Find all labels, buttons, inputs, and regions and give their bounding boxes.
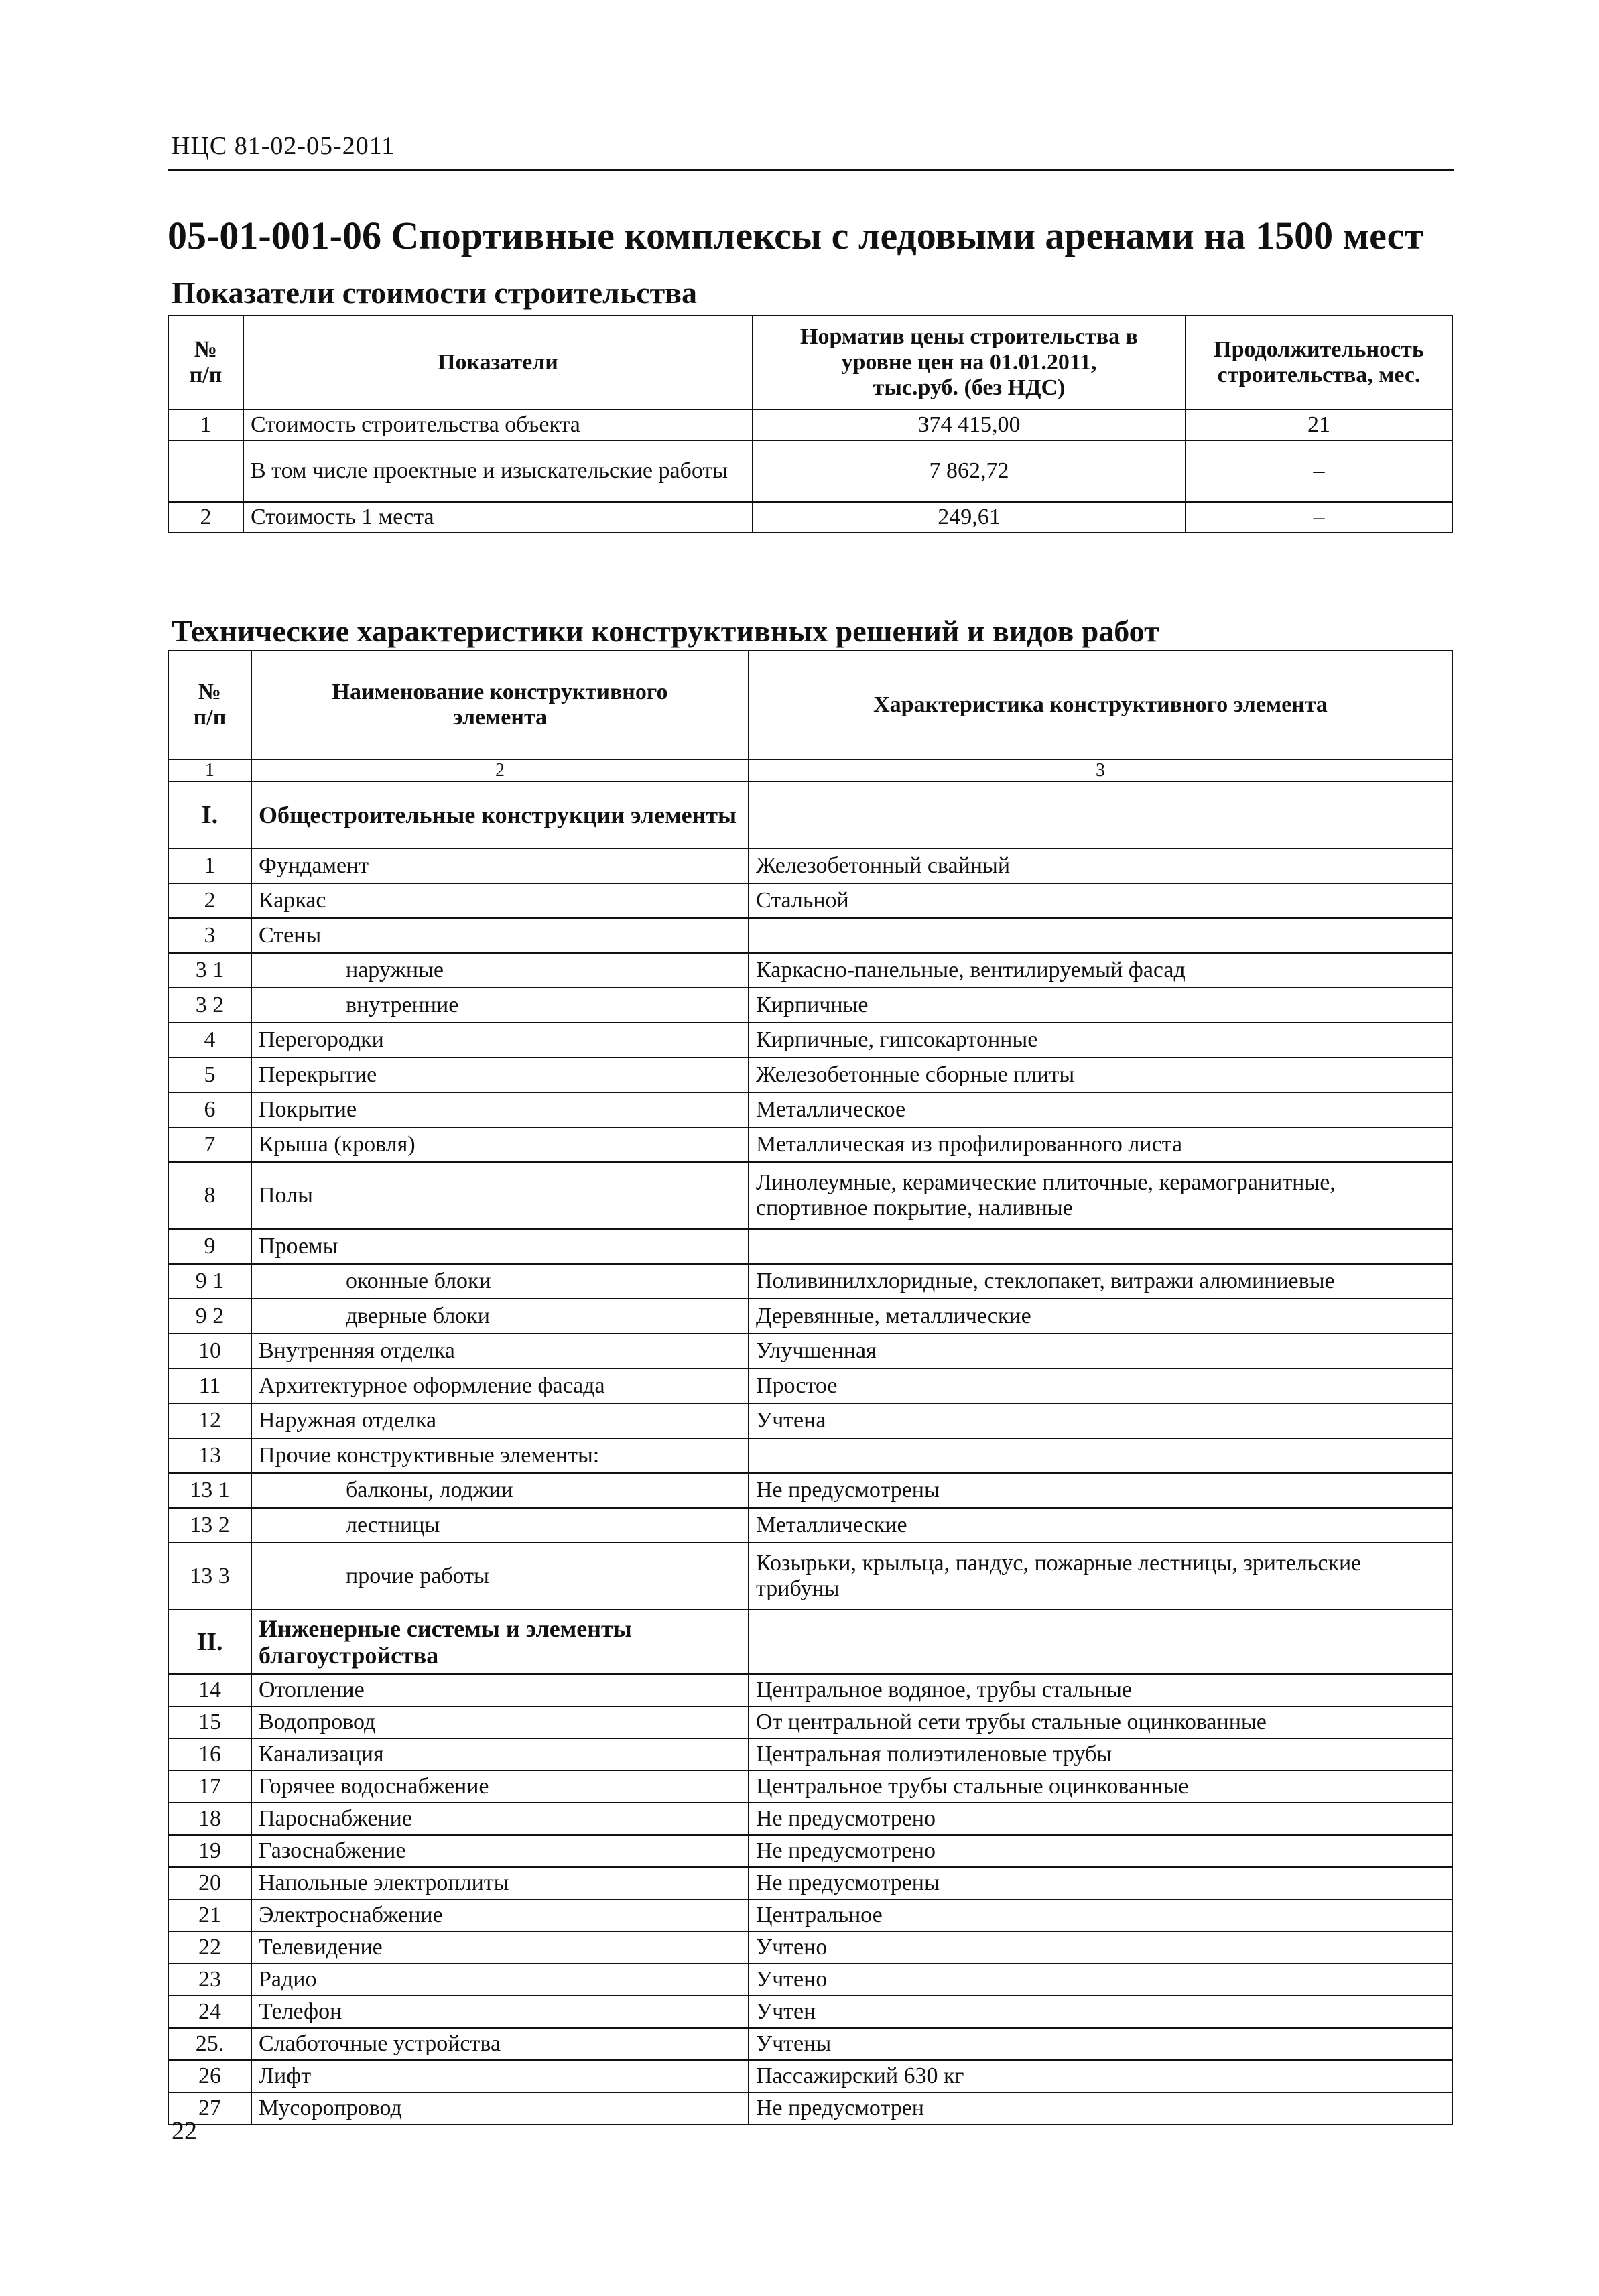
- cell-element-name: Фундамент: [251, 848, 749, 883]
- table-row: [168, 2092, 1452, 2124]
- cell-characteristic: Не предусмотрен: [749, 2092, 1452, 2124]
- cell-indicator: Стоимость строительства объекта: [243, 409, 753, 440]
- cell-element-name: Мусоропровод: [251, 2092, 749, 2124]
- cell-element-name: Полы: [251, 1162, 749, 1229]
- section-label: Общестроительные конструкции элементы: [251, 781, 749, 848]
- col-header-name: [251, 651, 749, 759]
- cell-num: 22: [168, 1931, 251, 1964]
- cell-num: 24: [168, 1996, 251, 2028]
- section-number: I.: [168, 781, 251, 848]
- table-row: [168, 1738, 1452, 1771]
- cell-num: 13 3: [168, 1543, 251, 1610]
- cell-element-name: Проемы: [251, 1229, 749, 1264]
- cell-num: 1: [168, 848, 251, 883]
- cell-num: 2: [168, 502, 243, 533]
- cell-element-name: Пароснабжение: [251, 1803, 749, 1835]
- cell-element-name: внутренние: [251, 988, 749, 1023]
- table-row: [168, 440, 1452, 502]
- tech-table-header: [168, 651, 1452, 759]
- cell-num: 16: [168, 1738, 251, 1771]
- cell-num: 6: [168, 1092, 251, 1127]
- cell-characteristic: Каркасно-панельные, вентилируемый фасад: [749, 953, 1452, 988]
- cell-characteristic: Учтено: [749, 1931, 1452, 1964]
- cell-element-name: Телевидение: [251, 1931, 749, 1964]
- table-row: [168, 1368, 1452, 1403]
- cell-num: 8: [168, 1162, 251, 1229]
- table-row: [168, 1508, 1452, 1543]
- cell-characteristic: Учтено: [749, 1964, 1452, 1996]
- table-row: [168, 2028, 1452, 2060]
- col-header-price-line2: уровне цен на 01.01.2011,: [841, 349, 1097, 375]
- table-row: [168, 1674, 1452, 1706]
- table-row: [168, 1706, 1452, 1738]
- table-row: [168, 1803, 1452, 1835]
- table-row: [168, 1473, 1452, 1508]
- cell-num: 17: [168, 1771, 251, 1803]
- column-number: 3: [749, 759, 1452, 781]
- table-row: [168, 1162, 1452, 1229]
- cell-element-name: прочие работы: [251, 1543, 749, 1610]
- col-header-characteristic: Характеристика конструктивного элемента: [749, 651, 1452, 759]
- cell-num: 10: [168, 1334, 251, 1368]
- cell-element-name: Наружная отделка: [251, 1403, 749, 1438]
- cell-num: 25.: [168, 2028, 251, 2060]
- cell-characteristic: От центральной сети трубы стальные оцинкованные: [749, 1706, 1452, 1738]
- table-row: [168, 1835, 1452, 1867]
- section-empty-cell: [749, 1610, 1452, 1674]
- section-number: II.: [168, 1610, 251, 1674]
- cell-characteristic: Не предусмотрено: [749, 1803, 1452, 1835]
- table-row: [168, 1229, 1452, 1264]
- table-row: [168, 1127, 1452, 1162]
- cell-characteristic: Не предусмотрены: [749, 1473, 1452, 1508]
- col-header-price-line1: Норматив цены строительства в: [800, 324, 1138, 349]
- cell-characteristic: Стальной: [749, 883, 1452, 918]
- table-row: [168, 1867, 1452, 1899]
- col-header-num-line1: №: [194, 336, 218, 362]
- section-row: [168, 1610, 1452, 1674]
- cell-characteristic: Не предусмотрены: [749, 1867, 1452, 1899]
- cell-characteristic: Центральное: [749, 1899, 1452, 1931]
- cell-duration: –: [1186, 502, 1452, 533]
- cell-characteristic: [749, 1438, 1452, 1473]
- cell-num: 15: [168, 1706, 251, 1738]
- cell-element-name: Перекрытие: [251, 1058, 749, 1092]
- table-row: [168, 988, 1452, 1023]
- cell-element-name: Водопровод: [251, 1706, 749, 1738]
- cost-table-header: [168, 316, 1452, 409]
- cell-element-name: Радио: [251, 1964, 749, 1996]
- cell-indicator: В том числе проектные и изыскательские работы: [243, 440, 753, 502]
- table-row: [168, 1092, 1452, 1127]
- cell-characteristic: Линолеумные, керамические плиточные, керамогранитные, спортивное покрытие, наливные: [749, 1162, 1452, 1229]
- col-header-num-line2: п/п: [189, 363, 222, 387]
- cell-num: 9 1: [168, 1264, 251, 1299]
- document-title: 05-01-001-06 Спортивные комплексы с ледовыми аренами на 1500 мест: [168, 214, 1423, 257]
- cell-characteristic: Простое: [749, 1368, 1452, 1403]
- cell-element-name: Горячее водоснабжение: [251, 1771, 749, 1803]
- table-row: [168, 409, 1452, 440]
- table-row: [168, 883, 1452, 918]
- table-row: [168, 1964, 1452, 1996]
- cell-characteristic: Учтен: [749, 1996, 1452, 2028]
- col-header-duration-line1: Продолжительность: [1214, 336, 1424, 362]
- cell-element-name: Газоснабжение: [251, 1835, 749, 1867]
- cell-num: 21: [168, 1899, 251, 1931]
- table-row: [168, 1299, 1452, 1334]
- cell-element-name: Покрытие: [251, 1092, 749, 1127]
- col-header-num: [168, 651, 251, 759]
- cell-element-name: Каркас: [251, 883, 749, 918]
- cell-characteristic: Железобетонные сборные плиты: [749, 1058, 1452, 1092]
- cell-characteristic: [749, 1229, 1452, 1264]
- cell-characteristic: Центральное водяное, трубы стальные: [749, 1674, 1452, 1706]
- cell-indicator: Стоимость 1 места: [243, 502, 753, 533]
- cell-num: 7: [168, 1127, 251, 1162]
- table-row: [168, 848, 1452, 883]
- cell-num: 2: [168, 883, 251, 918]
- cell-characteristic: Учтены: [749, 2028, 1452, 2060]
- cell-element-name: Электроснабжение: [251, 1899, 749, 1931]
- cell-characteristic: Центральное трубы стальные оцинкованные: [749, 1771, 1452, 1803]
- section-empty-cell: [749, 781, 1452, 848]
- col-header-duration: [1186, 316, 1452, 409]
- section-row: [168, 781, 1452, 848]
- tech-section-title: Технические характеристики конструктивных решений и видов работ: [172, 614, 1159, 648]
- cell-element-name: дверные блоки: [251, 1299, 749, 1334]
- cell-num: 3 1: [168, 953, 251, 988]
- table-row: [168, 1334, 1452, 1368]
- table-row: [168, 2060, 1452, 2092]
- table-row: [168, 1023, 1452, 1058]
- cell-num: 13: [168, 1438, 251, 1473]
- cell-characteristic: Поливинилхлоридные, стеклопакет, витражи алюминиевые: [749, 1264, 1452, 1299]
- cell-element-name: балконы, лоджии: [251, 1473, 749, 1508]
- cell-num: 3 2: [168, 988, 251, 1023]
- cell-element-name: Крыша (кровля): [251, 1127, 749, 1162]
- cell-element-name: Лифт: [251, 2060, 749, 2092]
- table-row: [168, 1403, 1452, 1438]
- cell-duration: –: [1186, 440, 1452, 502]
- cell-num: 4: [168, 1023, 251, 1058]
- cell-duration: 21: [1186, 409, 1452, 440]
- table-row: [168, 502, 1452, 533]
- col-header-num-line2: п/п: [193, 705, 227, 730]
- document-code: НЦС 81-02-05-2011: [172, 132, 395, 160]
- table-row: [168, 953, 1452, 988]
- cell-characteristic: Пассажирский 630 кг: [749, 2060, 1452, 2092]
- col-header-price: [753, 316, 1186, 409]
- table-row: [168, 918, 1452, 953]
- table-row: [168, 1771, 1452, 1803]
- cell-characteristic: Центральная полиэтиленовые трубы: [749, 1738, 1452, 1771]
- cell-num: 18: [168, 1803, 251, 1835]
- col-header-indicator: Показатели: [243, 316, 753, 409]
- cost-section-title: Показатели стоимости строительства: [172, 275, 698, 310]
- cell-characteristic: Не предусмотрено: [749, 1835, 1452, 1867]
- cell-num: 13 1: [168, 1473, 251, 1508]
- cell-num: 11: [168, 1368, 251, 1403]
- cell-price: 374 415,00: [753, 409, 1186, 440]
- col-header-num: [168, 316, 243, 409]
- table-row: [168, 1931, 1452, 1964]
- cell-element-name: оконные блоки: [251, 1264, 749, 1299]
- cell-element-name: Слаботочные устройства: [251, 2028, 749, 2060]
- cell-element-name: Стены: [251, 918, 749, 953]
- cell-characteristic: Кирпичные, гипсокартонные: [749, 1023, 1452, 1058]
- cell-characteristic: Козырьки, крыльца, пандус, пожарные лестницы, зрительские трибуны: [749, 1543, 1452, 1610]
- cell-num: 19: [168, 1835, 251, 1867]
- cell-characteristic: Железобетонный свайный: [749, 848, 1452, 883]
- cell-num: 20: [168, 1867, 251, 1899]
- col-header-name-line1: Наименование конструктивного: [332, 679, 668, 704]
- cell-element-name: Телефон: [251, 1996, 749, 2028]
- cell-element-name: Перегородки: [251, 1023, 749, 1058]
- cell-element-name: Прочие конструктивные элементы:: [251, 1438, 749, 1473]
- cell-num: 9: [168, 1229, 251, 1264]
- cell-num: 23: [168, 1964, 251, 1996]
- cell-characteristic: Металлические: [749, 1508, 1452, 1543]
- cell-characteristic: Кирпичные: [749, 988, 1452, 1023]
- cell-characteristic: Металлическая из профилированного листа: [749, 1127, 1452, 1162]
- cell-price: 7 862,72: [753, 440, 1186, 502]
- cell-element-name: Внутренняя отделка: [251, 1334, 749, 1368]
- col-header-num-line1: №: [198, 679, 222, 704]
- table-row: [168, 1438, 1452, 1473]
- table-row: [168, 1058, 1452, 1092]
- column-number: 2: [251, 759, 749, 781]
- cell-characteristic: Деревянные, металлические: [749, 1299, 1452, 1334]
- cell-price: 249,61: [753, 502, 1186, 533]
- table-row: [168, 1996, 1452, 2028]
- section-label: Инженерные системы и элементы благоустройства: [251, 1610, 749, 1674]
- cell-num: 27: [168, 2092, 251, 2124]
- header-divider: [168, 169, 1454, 171]
- tech-table: [168, 650, 1453, 2125]
- cell-element-name: наружные: [251, 953, 749, 988]
- cell-characteristic: Улучшенная: [749, 1334, 1452, 1368]
- cell-element-name: Отопление: [251, 1674, 749, 1706]
- cell-element-name: Напольные электроплиты: [251, 1867, 749, 1899]
- cell-num: 1: [168, 409, 243, 440]
- col-header-name-line2: элемента: [452, 705, 548, 730]
- cell-element-name: Канализация: [251, 1738, 749, 1771]
- table-row: [168, 1264, 1452, 1299]
- table-row: [168, 1899, 1452, 1931]
- cell-num: 13 2: [168, 1508, 251, 1543]
- cell-num: 26: [168, 2060, 251, 2092]
- cell-element-name: лестницы: [251, 1508, 749, 1543]
- col-header-duration-line2: строительства, мес.: [1217, 363, 1421, 387]
- cell-num: 9 2: [168, 1299, 251, 1334]
- cell-characteristic: Учтена: [749, 1403, 1452, 1438]
- cell-num: 12: [168, 1403, 251, 1438]
- column-number-row: [168, 759, 1452, 781]
- page-number: 22: [172, 2117, 197, 2145]
- cell-num: 5: [168, 1058, 251, 1092]
- table-row: [168, 1543, 1452, 1610]
- cell-num: 14: [168, 1674, 251, 1706]
- cost-table: [168, 315, 1453, 533]
- cell-characteristic: Металлическое: [749, 1092, 1452, 1127]
- col-header-price-line3: тыс.руб. (без НДС): [873, 375, 1066, 401]
- cell-element-name: Архитектурное оформление фасада: [251, 1368, 749, 1403]
- cell-num: [168, 440, 243, 502]
- column-number: 1: [168, 759, 251, 781]
- cell-characteristic: [749, 918, 1452, 953]
- cell-num: 3: [168, 918, 251, 953]
